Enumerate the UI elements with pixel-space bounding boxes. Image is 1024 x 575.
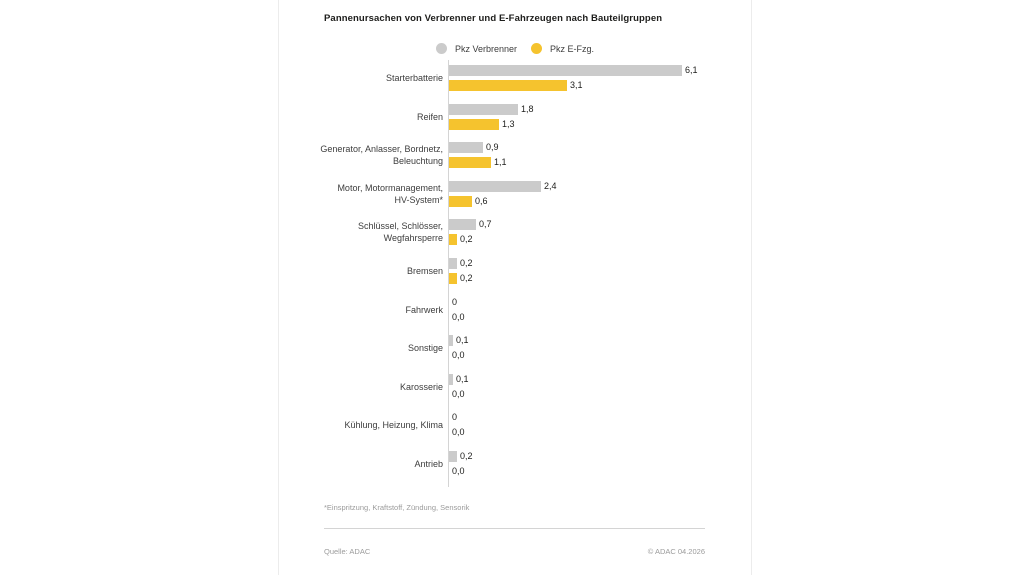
chart-card xyxy=(278,0,752,575)
value-label: 1,1 xyxy=(494,157,507,167)
value-label: 0,7 xyxy=(479,219,492,229)
category-label: Antrieb xyxy=(414,459,443,469)
value-label: 3,1 xyxy=(570,80,583,90)
bar-verbrenner xyxy=(449,181,541,192)
chart-footnote: *Einspritzung, Kraftstoff, Zündung, Sensorik xyxy=(324,503,470,512)
source-text: Quelle: ADAC xyxy=(324,547,371,556)
value-label: 0,1 xyxy=(456,335,469,345)
bar-efzg xyxy=(449,234,457,245)
value-label: 0,9 xyxy=(486,142,499,152)
legend-dot-efzg-icon xyxy=(531,43,542,54)
bar-verbrenner xyxy=(449,142,483,153)
value-label: 0,6 xyxy=(475,196,488,206)
legend-item-efzg xyxy=(531,43,594,54)
category-label: Bremsen xyxy=(406,266,443,276)
bar-efzg xyxy=(449,157,491,168)
bar-efzg xyxy=(449,273,457,284)
bar-verbrenner xyxy=(449,374,453,385)
category-label: Fahrwerk xyxy=(405,305,443,315)
bar-chart-plot xyxy=(279,65,751,495)
value-label: 0,1 xyxy=(456,374,469,384)
category-label: Reifen xyxy=(416,112,443,122)
bar-verbrenner xyxy=(449,104,518,115)
bar-verbrenner xyxy=(449,65,682,76)
category-label: Kühlung, Heizung, Klima xyxy=(344,420,443,430)
value-label: 0,2 xyxy=(460,273,473,283)
value-label: 6,1 xyxy=(685,65,698,75)
legend-dot-verbrenner-icon xyxy=(436,43,447,54)
category-label: Generator, Anlasser, Bordnetz, Beleuchtung xyxy=(320,144,443,166)
category-label: Motor, Motormanagement, HV-System* xyxy=(337,183,443,205)
bar-efzg xyxy=(449,119,499,130)
value-label: 0,2 xyxy=(460,234,473,244)
value-label: 1,8 xyxy=(521,104,534,114)
chart-legend xyxy=(279,42,751,55)
value-label: 0,0 xyxy=(452,312,465,322)
category-label: Karosserie xyxy=(399,382,443,392)
category-label: Schlüssel, Schlösser, Wegfahrsperre xyxy=(357,221,443,243)
value-label: 0 xyxy=(452,412,458,422)
bar-verbrenner xyxy=(449,219,476,230)
value-label: 0,2 xyxy=(460,258,473,268)
bar-verbrenner xyxy=(449,335,453,346)
category-label: Starterbatterie xyxy=(385,73,443,83)
value-label: 0,0 xyxy=(452,427,465,437)
legend-label-efzg: Pkz E-Fzg. xyxy=(550,43,595,54)
copyright-text: © ADAC 04.2026 xyxy=(647,547,705,556)
legend-item-verbrenner xyxy=(436,43,517,54)
value-label: 0 xyxy=(452,297,458,307)
value-label: 1,3 xyxy=(502,119,515,129)
value-label: 0,0 xyxy=(452,466,465,476)
value-label: 2,4 xyxy=(544,181,557,191)
value-label: 0,0 xyxy=(452,350,465,360)
footer-divider xyxy=(324,528,705,529)
bar-verbrenner xyxy=(449,258,457,269)
legend-label-verbrenner: Pkz Verbrenner xyxy=(454,43,518,54)
value-label: 0,2 xyxy=(460,451,473,461)
chart-title: Pannenursachen von Verbrenner und E-Fahrzeugen nach Bauteilgruppen xyxy=(324,13,663,24)
bar-efzg xyxy=(449,196,472,207)
category-label: Sonstige xyxy=(407,343,443,353)
chart-footer xyxy=(324,547,705,556)
value-label: 0,0 xyxy=(452,389,465,399)
bar-efzg xyxy=(449,80,567,91)
bar-verbrenner xyxy=(449,451,457,462)
